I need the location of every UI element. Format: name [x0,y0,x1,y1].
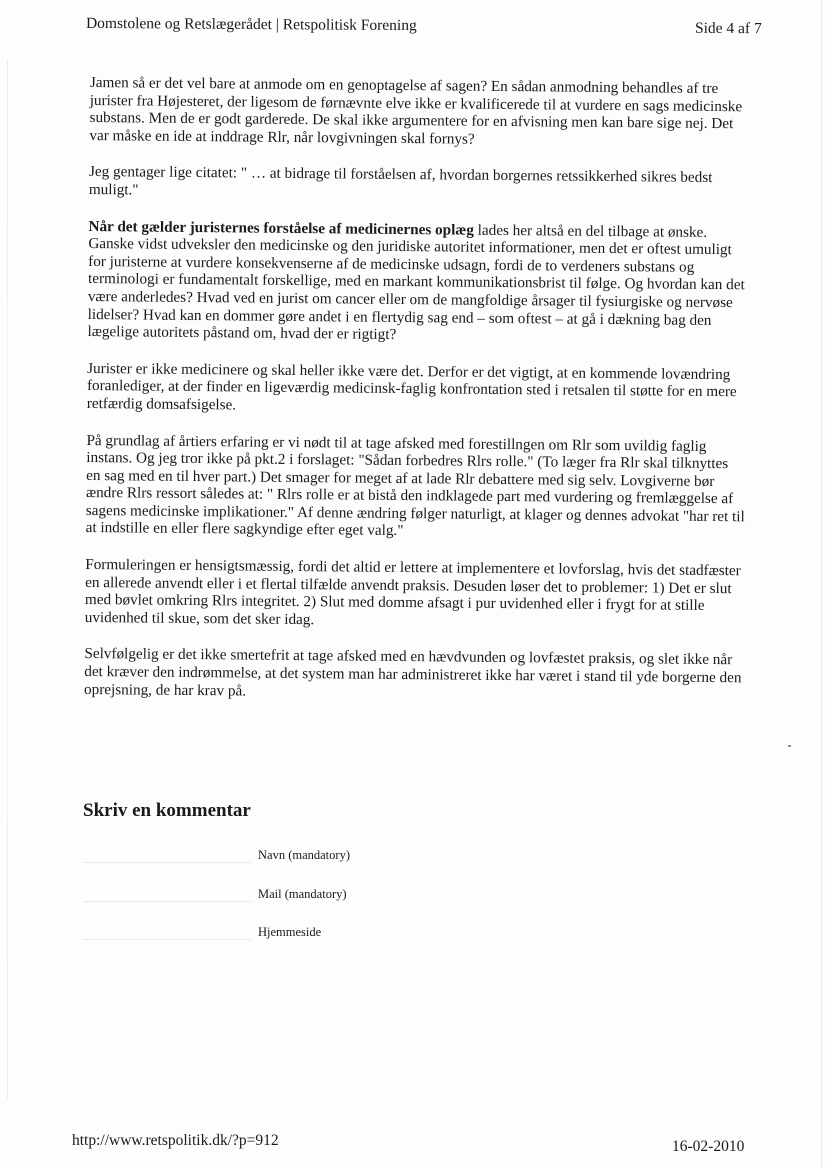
footer-date: 16-02-2010 [672,1138,745,1155]
paragraph-genoptagelse: Jamen så er det vel bare at anmode om en genoptagelse af sagen? En sådan anmodning behandles af tre jurister fra Højesteret, der ligesom de førnævnte elve ikke er kvalificerede til at vurdere en sags medicinske substans. Men de er godt garderede. De skal ikke argumentere for en afvisning men kan bare sige nej. Det var måske en ide at inddrage Rlr, når lovgivningen skal fornys? [89,74,743,148]
website-label: Hjemmeside [258,925,322,939]
paragraph-juristers-forstaaelse [87,218,748,347]
website-field-row [84,921,384,941]
page-number: Side 4 af 7 [695,19,763,38]
name-input[interactable] [84,846,252,863]
paragraph-lead-bold: Når det gælder juristernes forståelse af medicinernes oplæg [88,217,474,239]
mail-input[interactable] [84,885,252,902]
name-label: Navn (mandatory) [258,848,350,862]
paragraph-aartiers-erfaring: På grundlag af årtiers erfaring er vi nødt til at tage afsked med forestillngen om Rlr som uvildig faglig instans. Og jeg tror ikke på pkt.2 i forslaget: "Sådan forbedres Rlrs rolle." (To læger fra Rlr skal tilknyttes en sag med en til hver part.) Det smager for meget af at lade Rlr debattere med sig selv. Lovgiverne bør ændre Rlrs ressort således at: " Rlrs rolle er at bistå den indklagede part med vurdering og fremlæggelse af sagens medicinske implikationer." Af denne ændring følger naturligt, at klager og dennes advokat "har ret til at indstille en eller flere sagkyndige efter eget valg." [85,431,745,540]
paragraph-selvfoelgelig: Selvfølgelig er det ikke smertefrit at tage afsked med en hævdvunden og lovfæstet praksis, og slet ikke når det kræver den indrømmelse, at det system man har administreret ikke har været i stand til yde borgerne den oprejsning, de har krav på. [84,645,742,700]
footer-url-link[interactable]: http://www.retspolitik.dk/?p=912 [72,1132,279,1149]
paragraph-formuleringen: Formuleringen er hensigtsmæssig, fordi det altid er lettere at implementere et lovforslag, hvis det stadfæster en allerede anvendt eller i et flertal tilfælde anvendt praksis. Desuden løser det to problemer: 1) Det er slut med bøvlet omkring Rlrs integritet. 2) Slut med domme afsagt i pur uvidenhed eller i frygt for at stille uvidenhed til skue, som det sker idag. [84,556,741,629]
scan-speck [788,745,791,747]
paragraph-jurister-ikke-medicinere: Jurister er ikke medicinere og skal heller ikke være det. Derfor er det vigtigt, at en kommende lovændring foranlediger, at der finder en ligeværdig medicinsk-faglig konfrontation sted i retsalen til støtte for en mere retfærdig domsafsigelse. [86,359,737,414]
website-input[interactable] [84,923,252,940]
paragraph-citat: Jeg gentager lige citatet: " … at bidrage til forståelsen af, hvordan borgernes retssikkerhed sikres bedst muligt." [88,163,713,199]
paragraph-lead-rest: lades her altså en del tilbage at ønske. Ganske vidst udveksler den medicinske og den juridiske autoritet informationer, men det er oftest umuligt for juristerne at vurdere konsekvenserne af de medicinske udsagn, fordi de to verdeners substans og terminologi er fundamentalt forskellige, med en markant kommunikationsbrist til følge. Og hvordan kan det være anderledes? Hvad ved en jurist om cancer eller om de mangfoldige årsager til fysiurgiske og nervøse lidelser? Hvad kan en dommer gøre andet i en flertydig sag end – som oftest – at gå i dækning bag den lægelige autoritets påstand om, hvad der er rigtigt? [87,221,745,344]
header-title: Domstolene og Retslægerådet | Retspolitisk Forening [85,14,417,35]
mail-field-row [84,883,384,903]
scan-edge-left [7,60,8,1100]
mail-label: Mail (mandatory) [258,887,347,901]
comment-heading: Skriv en kommentar [83,800,251,821]
scan-edge-right [821,0,822,1168]
article-body [84,74,750,724]
name-field-row [84,844,384,864]
